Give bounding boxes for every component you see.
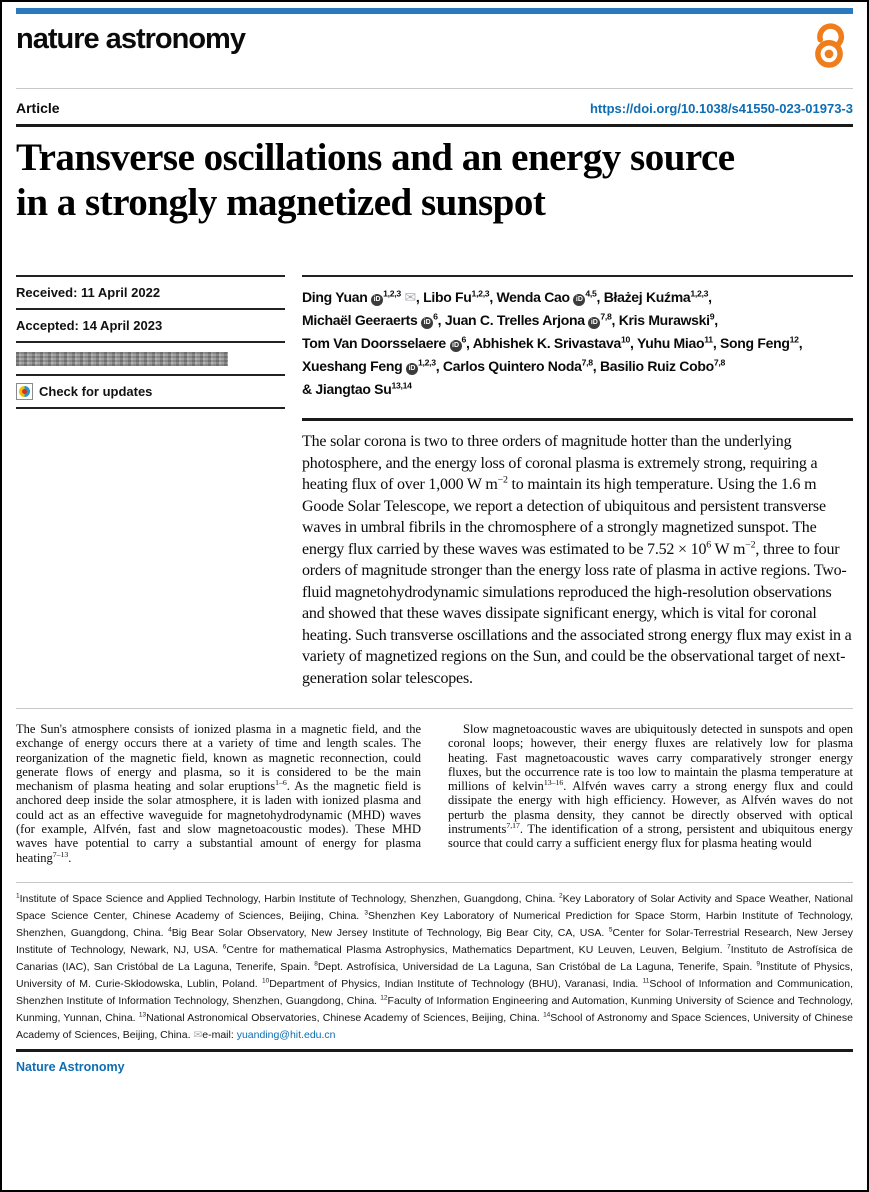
abstract-section: [302, 418, 853, 689]
orcid-icon[interactable]: iD: [406, 363, 418, 375]
article-row: [16, 100, 853, 118]
doi-link[interactable]: https://doi.org/10.1038/s41550-023-01973-3: [589, 101, 853, 116]
page-title: Transverse oscillations and an energy source in a strongly magnetized sunspot: [16, 136, 735, 224]
redacted-published-date: [16, 352, 228, 366]
top-accent-bar: [16, 8, 853, 14]
affiliations-footnotes: $^1$Institute of Space Science and Applied Technology, Harbin Institute of Technology, Shenzhen, Guangdong, China. $^2$Key Laboratory of Solar Activity and Space Weather, National Space Science Center, Chinese Academy of Sciences, Beijing, China. $^3$Shenzhen Key Laboratory of Numerical Prediction for Space Storm, Harbin Institute of Technology, Shenzhen, Guangdong, China. $^4$Big Bear Solar Observatory, New Jersey Institute of Technology, Big Bear City, CA, USA. $^5$Center for Solar-Terrestrial Research, New Jersey Institute of Technology, Newark, NJ, USA. $^6$Centre for mathematical Plasma Astrophysics, Mathematics Department, KU Leuven, Leuven, Belgium. $^7$Instituto de Astrofísica de Canarias (IAC), San Cristóbal de La Laguna, Tenerife, Spain. $^8$Dept. Astrofísica, Universidad de La Laguna, San Cristóbal de La Laguna, Tenerife, Spain. $^9$Institute of Physics, University of M. Curie-Skłodowska, Lublin, Poland. $^{10}$Department of Physics, Indian Institute of Technology (BHU), Varanasi, India. $^{11}$School of Information and Communication, Shenzhen Institute of Information Technology, Shenzhen, Guangdong, China. $^{12}$Faculty of Information Engineering and Automation, Kunming University of Science and Technology, Kunming, Yunnan, China. $^{13}$National Astronomical Observatories, Chinese Academy of Sciences, Beijing, China. $^{14}$School of Astronomy and Space Sciences, University of Chinese Academy of Sciences, Beijing, China. ✉e-mail: yuanding@hit.edu.cn: [16, 882, 853, 1044]
journal-header: [16, 23, 853, 71]
check-for-updates-row: [16, 376, 285, 409]
open-access-icon: [809, 23, 849, 69]
email-icon: ✉: [193, 1028, 203, 1041]
orcid-icon[interactable]: iD: [371, 294, 383, 306]
journal-logo: nature astronomy: [16, 23, 245, 55]
check-for-updates-label: Check for updates: [39, 384, 153, 399]
article-type-label: Article: [16, 100, 60, 116]
title-top-rule: [16, 124, 853, 127]
email-icon: ✉: [404, 289, 416, 305]
body-column-left: The Sun's atmosphere consists of ionized plasma in a magnetic field, and the exchange of energy occurs there at a variety of time and length scales. The reorganization of the magnetic field, known as magnetic reconnection, could generate flows of energy and plasma, so it is considered to be the main mechanism of plasma heating and solar eruptions$^{1-6}$. As the magnetic field is anchored deep inside the solar atmosphere, it is laden with ionized plasma and could act as an effective waveguide for magnetohydrodynamic (MHD) waves (for example, Alfvén, fast and slow magnetoacoustic modes). These MHD waves have potential to carry a substantial amount of energy for plasma heating$^{7-13}$.: [16, 722, 422, 865]
footer-rule: [16, 1049, 853, 1052]
abstract-text: The solar corona is two to three orders of magnitude hotter than the underlying photosphere, and the energy loss of coronal plasma is extremely strong, requiring a heating flux of over 1,000 W $m^{-2}$ to maintain its high temperature. Using the 1.6 m Goode Solar Telescope, we report a detection of ubiquitous and persistent transverse waves in umbral fibrils in the chromosphere of a strongly magnetized sunspot. The energy flux carried by these waves was estimated to be $7.52 \times 10^6$ W $m^{-2}$, three to four orders of magnitude stronger than the energy loss rate of plasma in active regions. Two-fluid magnetohydrodynamic simulations reproduced the high-resolution observations and showed that these waves dissipate significant energy, which is vital for coronal heating. Such transverse oscillations and the associated strong energy flux may exist in a variety of magnetized regions on the Sun, and could be the observational target of next-generation solar telescopes.: [302, 433, 852, 687]
accepted-date: Accepted: 14 April 2023: [16, 310, 285, 343]
author-list: Ding Yuan iD$^{1,2,3}$ ✉, Libo Fu$^{1,2,3}$, Wenda Cao iD$^{4,5}$, Błażej Kuźma$^{1,2,3}$, Michaël Geeraerts $iD^6$, Juan C. Trelles Arjona iD$^{7,8}$, Kris Murawski$^9$, Tom Van Doorsselaere $iD^6$, Abhishek K. Srivastava$^{10}$, Yuhu Miao$^{11}$, Song Feng$^{12}$, Xueshang Feng iD$^{1,2,3}$, Carlos Quintero Noda$^{7,8}$, Basilio Ruiz Cobo$^{7,8}$ & Jiangtao Su$^{13,14}$: [302, 275, 853, 409]
body-column-right: Slow magnetoacoustic waves are ubiquitously detected in sunspots and open coronal loops; however, their energy fluxes are relatively low for plasma heating. Fast magnetoacoustic waves carry comparatively stronger energy fluxes, but the occurrence rate is too low to maintain the plasma temperature at millions of kelvin$^{13-16}$. Alfvén waves carry a strong energy flux and could dissipate the energy with high efficiency. However, as Alfvén waves do not perturb the plasma density, they cannot be directly observed with optical instruments$^{7,17}$. The identification of a strong, persistent and ubiquitous energy source that could carry a sufficient energy flux for plasma heating would: [448, 722, 854, 851]
orcid-icon[interactable]: iD: [588, 317, 600, 329]
orcid-icon[interactable]: iD: [450, 340, 462, 352]
email-link[interactable]: yuanding@hit.edu.cn: [236, 1028, 336, 1041]
header-divider: [16, 88, 853, 89]
article-history: [16, 275, 285, 409]
meta-and-authors: [16, 275, 853, 409]
orcid-icon[interactable]: iD: [421, 317, 433, 329]
orcid-icon[interactable]: iD: [573, 294, 585, 306]
published-date-row: [16, 343, 285, 376]
received-date: Received: 11 April 2022: [16, 277, 285, 310]
body-columns: [16, 708, 853, 865]
footer-journal-name: Nature Astronomy: [16, 1059, 125, 1074]
crossmark-icon: [16, 383, 33, 400]
check-for-updates-button[interactable]: [16, 383, 152, 400]
